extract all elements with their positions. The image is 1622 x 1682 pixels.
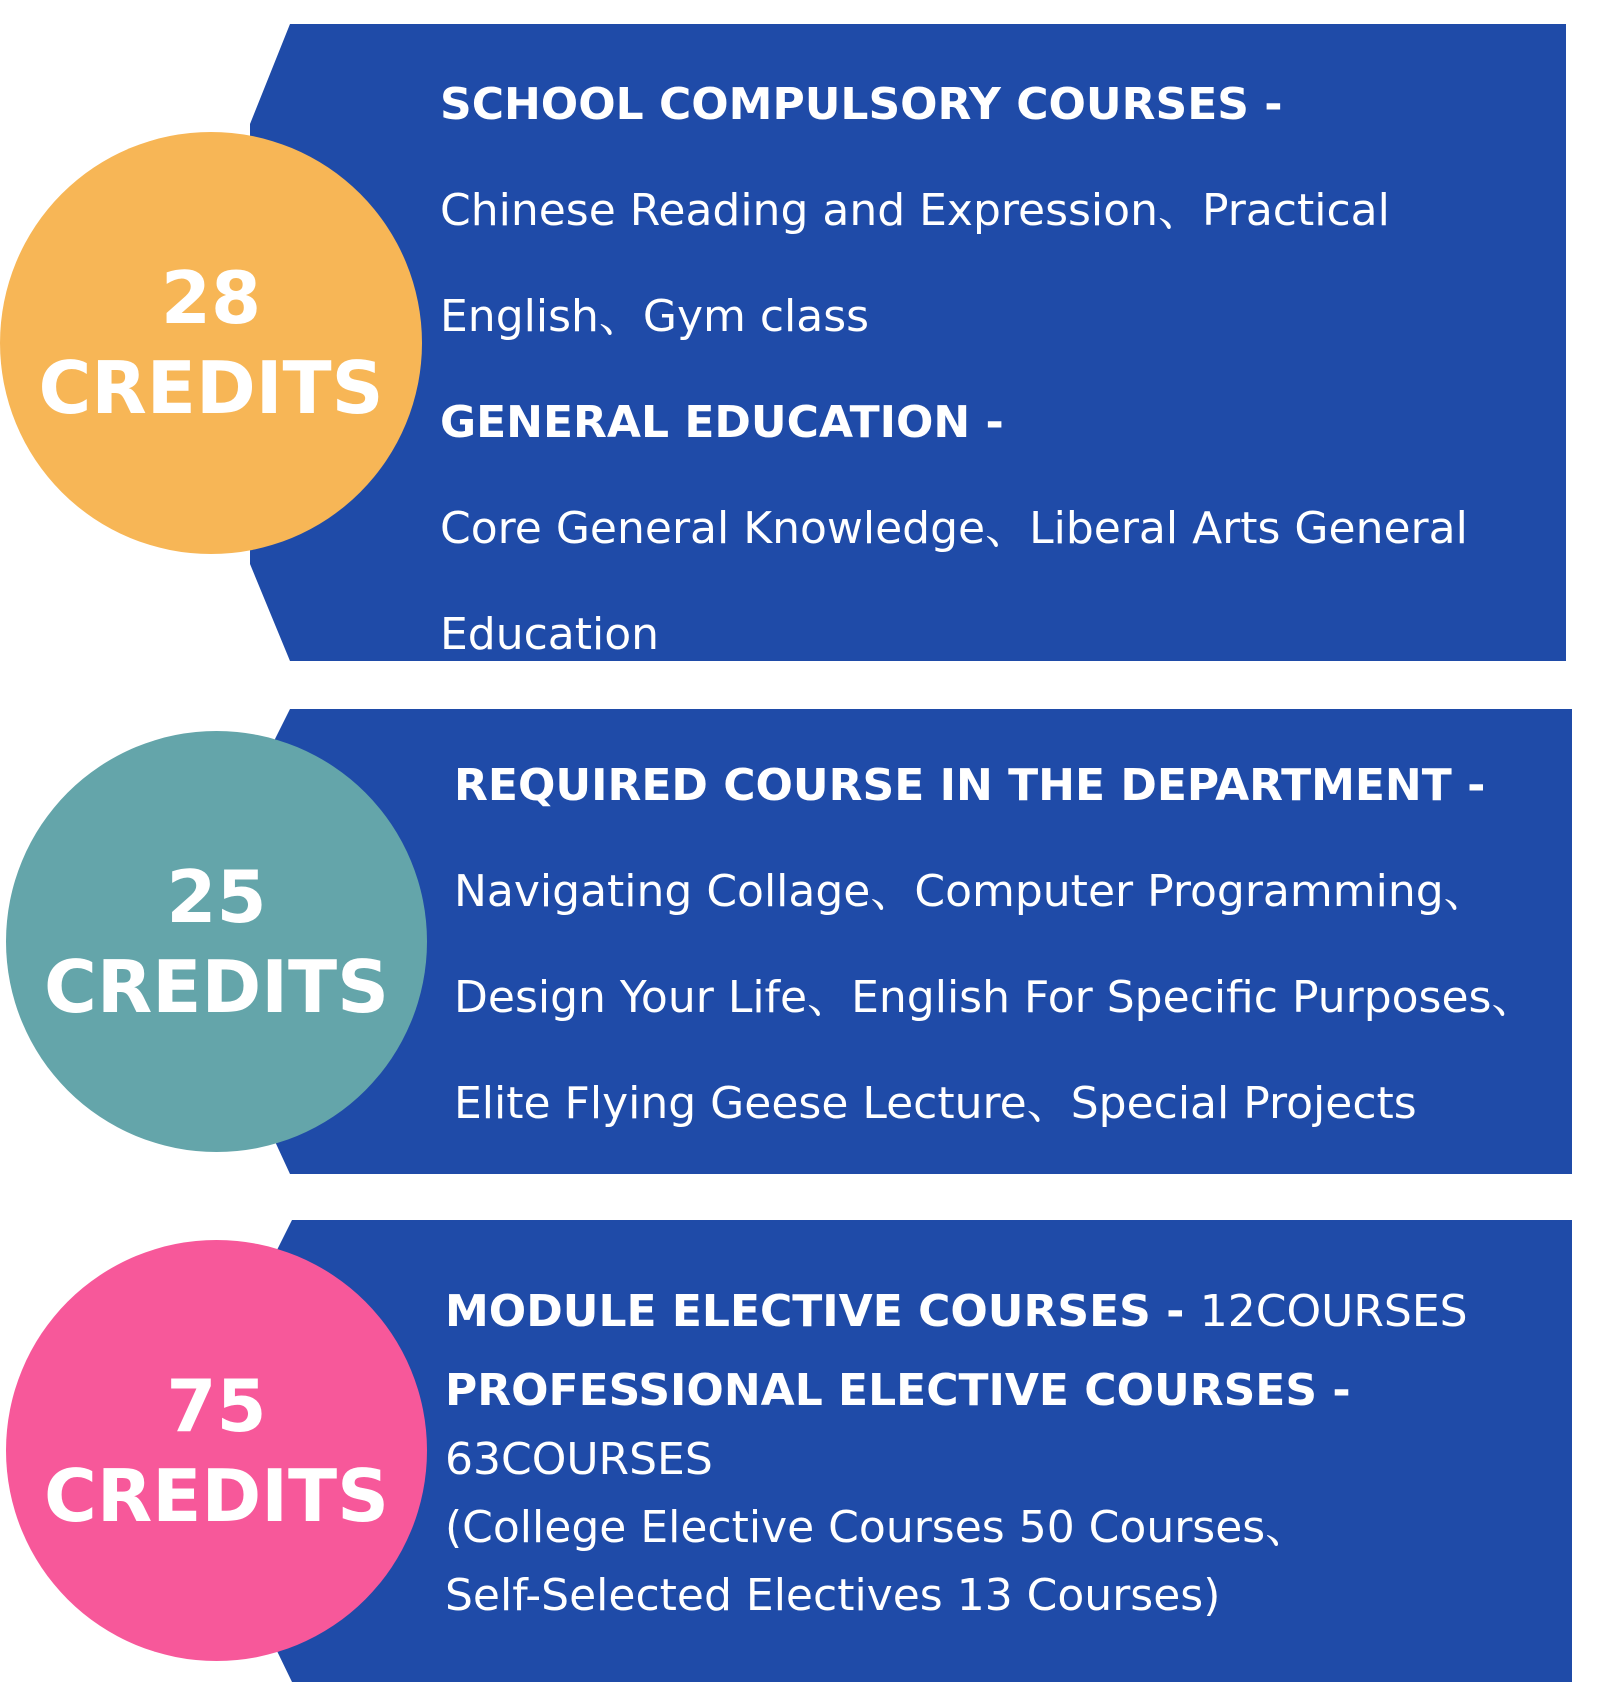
credits-number: 25 [166, 854, 267, 939]
section-heading: REQUIRED COURSE IN THE DEPARTMENT - [454, 760, 1486, 811]
credits-number: 28 [160, 256, 262, 340]
section-heading: PROFESSIONAL ELECTIVE COURSES - [445, 1365, 1351, 1416]
section-heading-row [445, 1268, 1468, 1356]
course-line: (College Elective Courses 50 Courses、 [445, 1502, 1310, 1553]
credits-unit: CREDITS [38, 346, 384, 430]
section-heading: GENERAL EDUCATION - [440, 397, 1004, 448]
credits-number: 75 [166, 1363, 267, 1448]
section-heading: SCHOOL COMPULSORY COURSES - [440, 79, 1283, 130]
course-line: Core General Knowledge、Liberal Arts General [440, 503, 1468, 554]
credits-badge-25 [6, 731, 427, 1152]
course-line: Chinese Reading and Expression、Practical [440, 185, 1390, 236]
course-line: Elite Flying Geese Lecture、Special Projects [454, 1078, 1417, 1129]
section-heading-value: 12COURSES [1199, 1286, 1468, 1337]
credits-unit: CREDITS [44, 944, 389, 1029]
course-line: Education [440, 609, 660, 660]
course-list-1 [440, 52, 1468, 688]
course-line: 63COURSES [445, 1434, 713, 1485]
credits-badge-28 [0, 132, 422, 554]
section-heading: MODULE ELECTIVE COURSES - [445, 1286, 1185, 1337]
credits-unit: CREDITS [44, 1453, 389, 1538]
credits-badge-75 [6, 1240, 427, 1661]
course-list-3 [445, 1268, 1468, 1630]
course-list-2 [454, 733, 1535, 1157]
course-line: Design Your Life、English For Specific Purposes、 [454, 972, 1536, 1023]
course-line: English、Gym class [440, 291, 870, 342]
course-line: Navigating Collage、Computer Programming、 [454, 866, 1488, 917]
course-line: Self-Selected Electives 13 Courses) [445, 1570, 1221, 1621]
